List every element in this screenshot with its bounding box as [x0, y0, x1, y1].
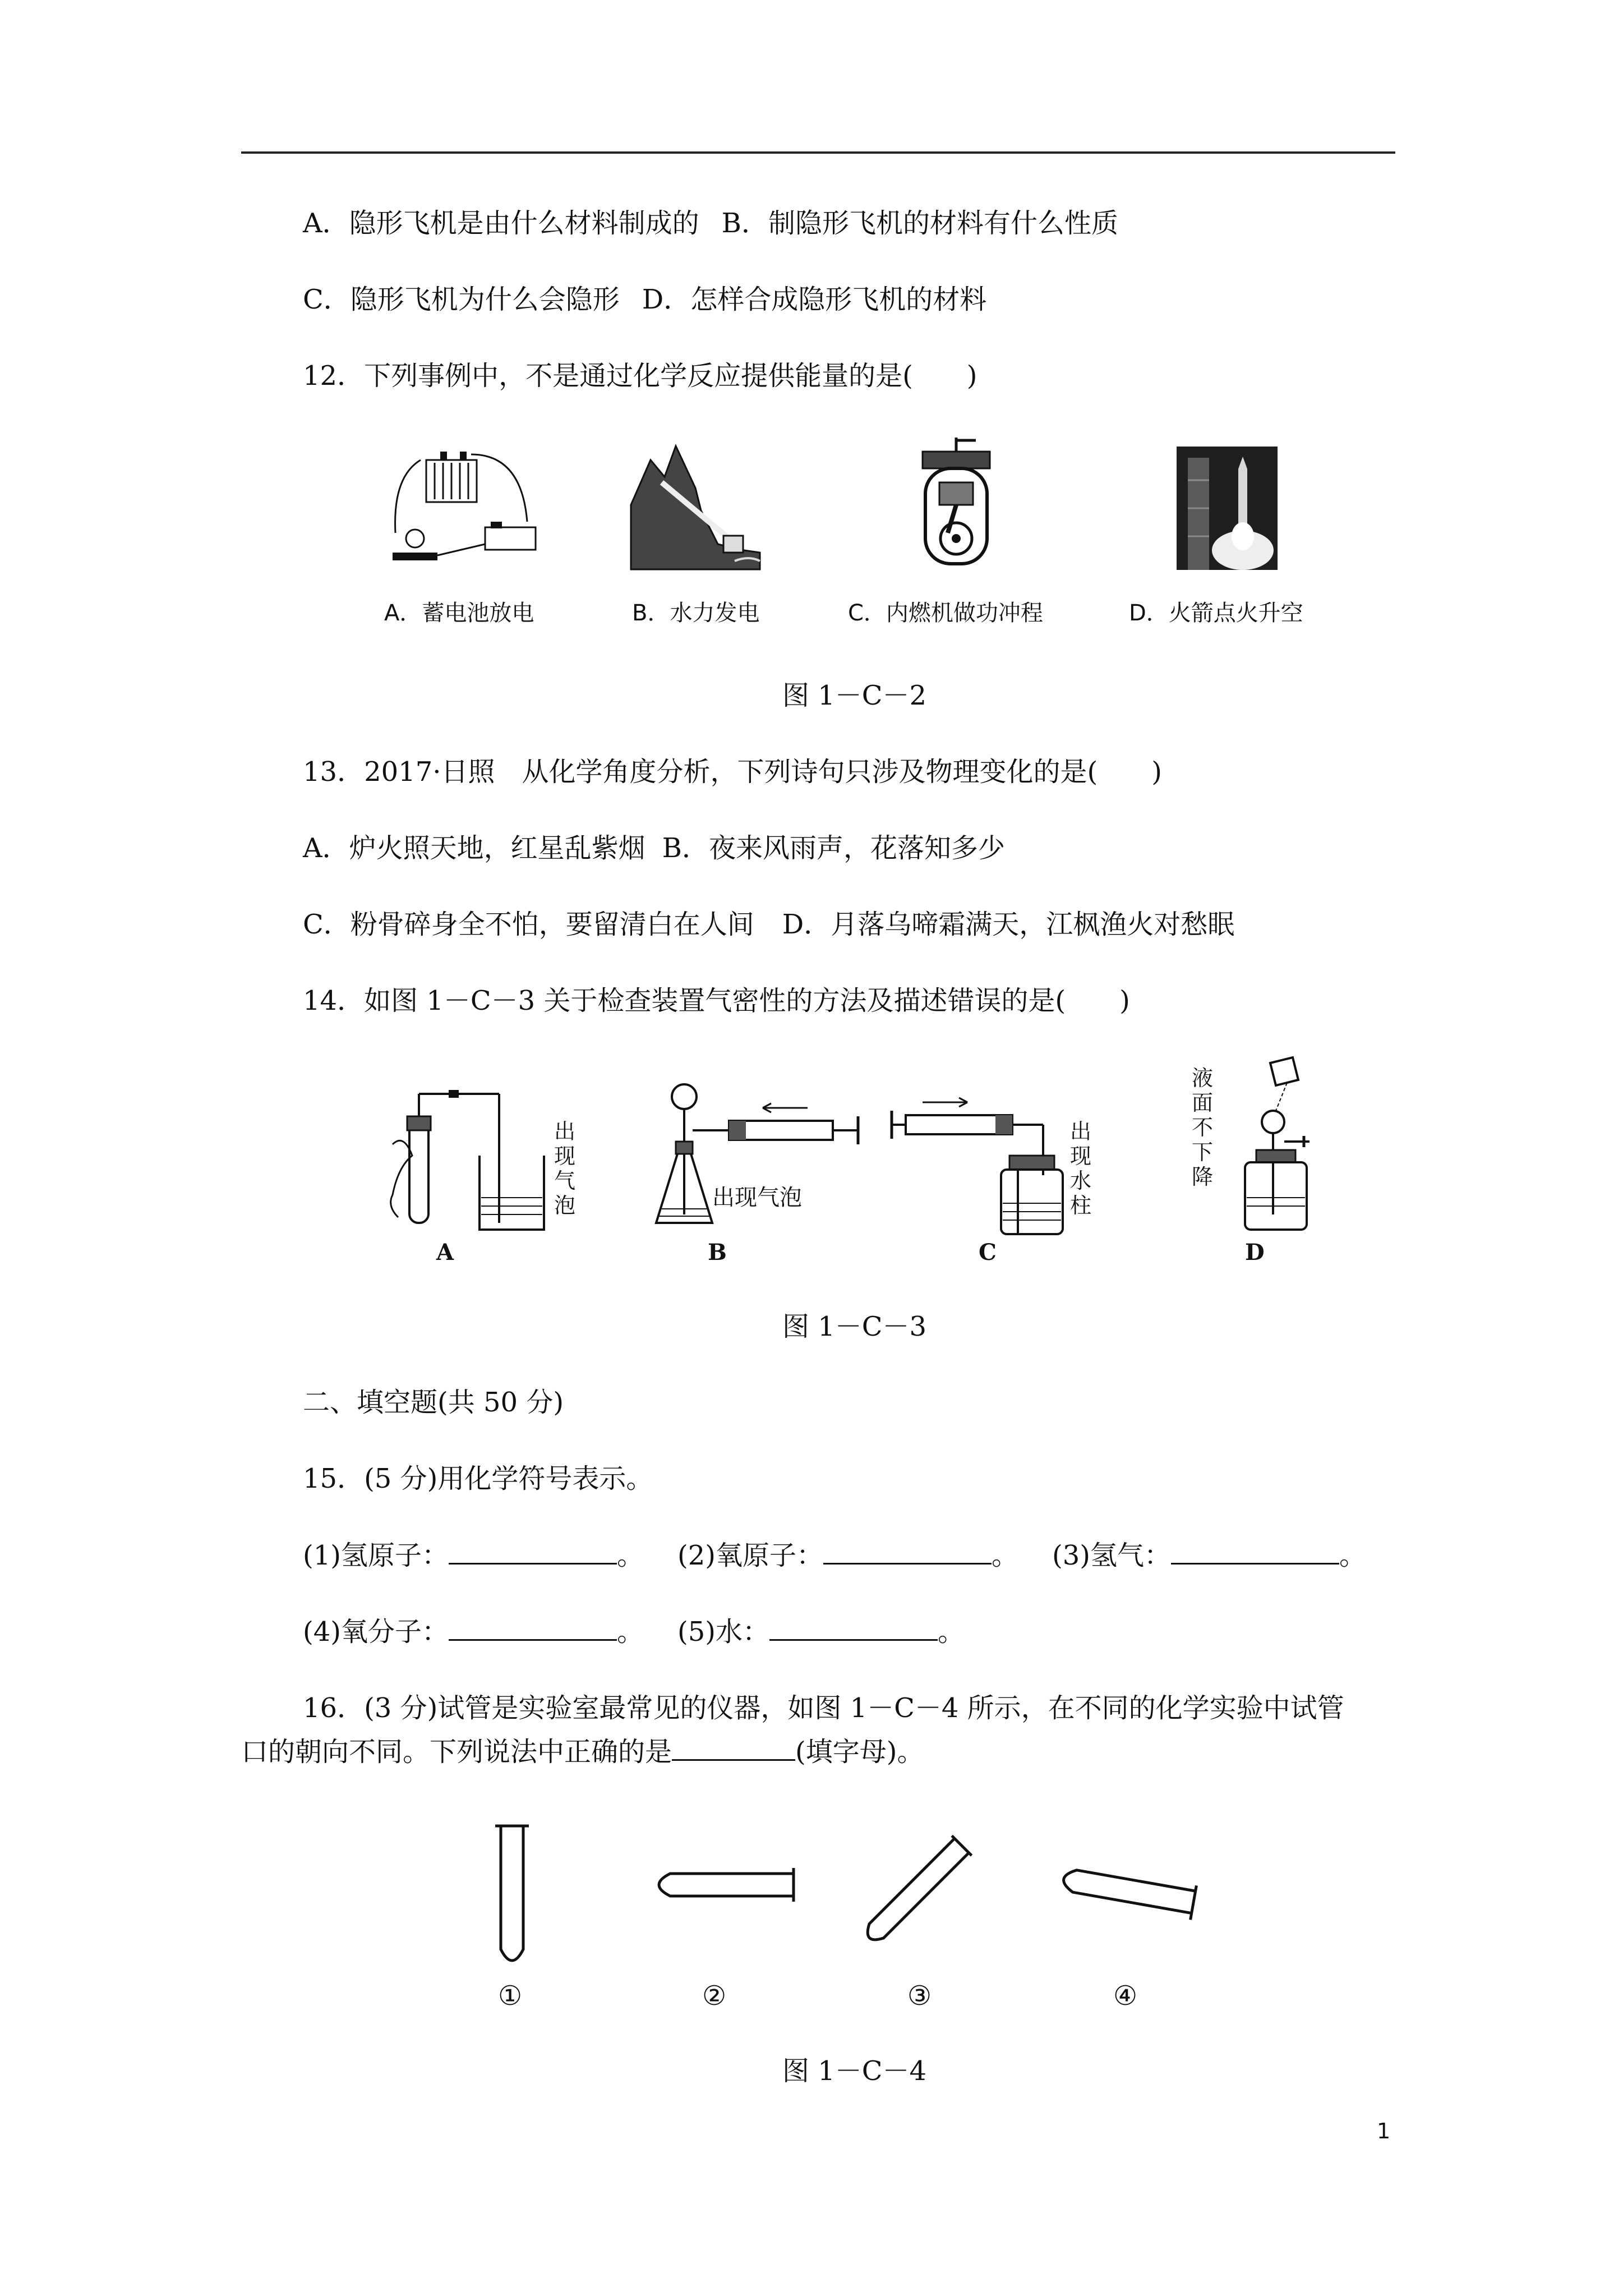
q15-item-5-label: (5)水： — [677, 1616, 770, 1648]
apparatus-d-annotation: 液面不下降 — [1191, 1066, 1213, 1189]
tube-label-2: ② — [702, 1980, 727, 2012]
q15-end-mark: 。 — [617, 1616, 644, 1648]
q13-options-row1 — [303, 831, 1005, 865]
test-tube-horizontal-figure — [651, 1865, 796, 1904]
apparatus-a-annotation: 出现气泡 — [554, 1119, 575, 1218]
fig12-label-c: C．内燃机做功冲程 — [848, 600, 1043, 626]
q15-blank-4[interactable] — [449, 1614, 617, 1641]
tube-label-4: ④ — [1113, 1980, 1138, 2012]
q16-stem-line2 — [241, 1734, 924, 1769]
q13-stem: 13．2017·日照 从化学角度分析，下列诗句只涉及物理变化的是( ) — [303, 756, 1162, 788]
fig12-label-d: D．火箭点火升空 — [1129, 600, 1303, 626]
section-title: 二、填空题(共 50 分) — [303, 1387, 564, 1418]
q16-stem-post: (填字母)。 — [795, 1736, 924, 1768]
q13-option-a[interactable]: A．炉火照天地，红星乱紫烟 — [303, 832, 645, 864]
q15-end-mark: 。 — [1339, 1540, 1367, 1571]
q15-blank-2[interactable] — [823, 1538, 992, 1565]
q15-item-2-label: (2)氧原子： — [677, 1540, 824, 1571]
tube-label-1: ① — [498, 1980, 523, 2012]
q13-option-b[interactable]: B．夜来风雨声，花落知多少 — [662, 832, 1005, 864]
q11-option-b[interactable]: B．制隐形飞机的材料有什么性质 — [721, 208, 1118, 239]
q11-option-a[interactable]: A．隐形飞机是由什么材料制成的 — [303, 208, 699, 239]
q15-item-1-label: (1)氢原子： — [303, 1540, 449, 1571]
q11-option-c[interactable]: C．隐形飞机为什么会隐形 — [303, 284, 620, 315]
q15-end-mark: 。 — [938, 1616, 965, 1648]
q13-options-row2 — [303, 908, 1234, 941]
q15-blank-5[interactable] — [769, 1614, 938, 1641]
q16-stem-line1: 16．(3 分)试管是实验室最常见的仪器，如图 1－C－4 所示，在不同的化学实验中试管 — [303, 1692, 1344, 1724]
q15-end-mark: 。 — [992, 1540, 1019, 1571]
apparatus-c-figure — [889, 1083, 1063, 1240]
battery-circuit-figure — [387, 443, 544, 572]
q15-blank-3[interactable] — [1171, 1538, 1339, 1565]
q14-stem: 14．如图 1－C－3 关于检查装置气密性的方法及描述错误的是( ) — [303, 985, 1130, 1016]
q12-stem: 12．下列事例中，不是通过化学反应提供能量的是( ) — [303, 360, 978, 392]
rocket-launch-figure — [1177, 447, 1278, 570]
header-rule — [241, 151, 1395, 154]
q15-row2 — [303, 1614, 965, 1649]
fig12-label-a: A．蓄电池放电 — [384, 600, 534, 626]
page-number: 1 — [1377, 2119, 1391, 2143]
apparatus-letter-a: A — [436, 1239, 454, 1266]
test-tube-tilted-up-figure — [852, 1829, 976, 1958]
q15-stem: 15．(5 分)用化学符号表示。 — [303, 1463, 653, 1494]
q15-item-3-label: (3)氢气： — [1052, 1540, 1172, 1571]
fig12-label-b: B．水力发电 — [632, 600, 760, 626]
apparatus-letter-b: B — [708, 1239, 727, 1266]
apparatus-letter-c: C — [979, 1239, 997, 1266]
q15-item-4-label: (4)氧分子： — [303, 1616, 449, 1648]
q11-options-row2 — [303, 283, 986, 316]
hydropower-figure — [628, 443, 763, 572]
q13-option-c[interactable]: C．粉骨碎身全不怕，要留清白在人间 — [303, 909, 754, 940]
q15-end-mark: 。 — [617, 1540, 644, 1571]
q11-option-d[interactable]: D．怎样合成隐形飞机的材料 — [642, 284, 987, 315]
figure-caption-1-c-4: 图 1－C－4 — [782, 2055, 927, 2087]
q16-answer-blank[interactable] — [672, 1734, 795, 1761]
q15-row1 — [303, 1538, 1366, 1572]
apparatus-c-annotation: 出现水柱 — [1069, 1119, 1091, 1218]
q13-option-d[interactable]: D．月落乌啼霜满天，江枫渔火对愁眠 — [782, 909, 1235, 940]
test-tube-slightly-tilted-figure — [1054, 1857, 1200, 1924]
tube-label-3: ③ — [907, 1980, 932, 2012]
figure-caption-1-c-3: 图 1－C－3 — [782, 1311, 927, 1342]
apparatus-letter-d: D — [1245, 1239, 1265, 1266]
engine-figure — [909, 438, 1004, 572]
q15-blank-1[interactable] — [449, 1538, 617, 1565]
apparatus-b-annotation: 出现气泡 — [712, 1185, 802, 1211]
test-tube-vertical-figure — [492, 1823, 532, 1969]
q11-options-row1 — [303, 206, 1118, 240]
q16-stem-pre: 口的朝向不同。下列说法中正确的是 — [241, 1736, 672, 1768]
apparatus-d-figure — [1214, 1057, 1326, 1237]
apparatus-b-figure — [651, 1083, 875, 1240]
apparatus-a-figure — [387, 1083, 555, 1240]
figure-caption-1-c-2: 图 1－C－2 — [782, 680, 927, 711]
